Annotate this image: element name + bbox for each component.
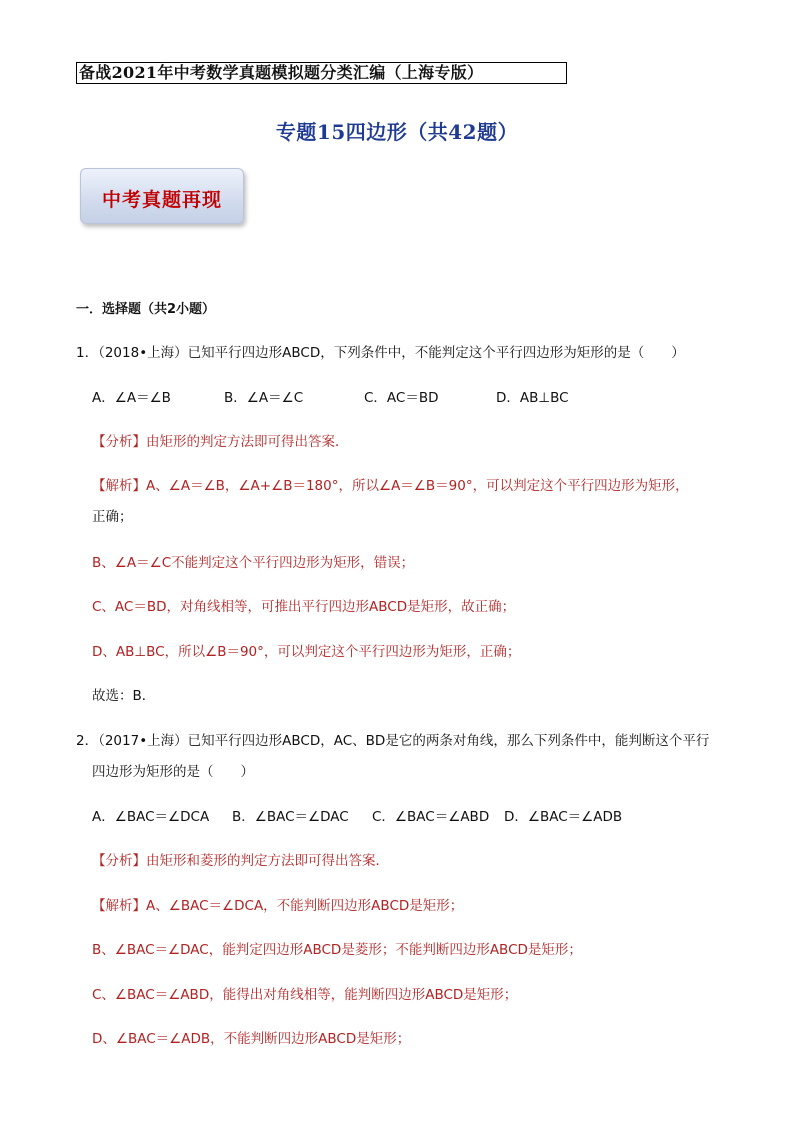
q2-analysis: 【分析】由矩形和菱形的判定方法即可得出答案． (92, 853, 389, 869)
page-title: 专题15四边形（共42题） (275, 120, 519, 144)
q1-stem: 1．（2018•上海）已知平行四边形ABCD，下列条件中，不能判定这个平行四边形为矩形的是（ ） (76, 345, 685, 361)
section-heading: 一．选择题（共2小题） (76, 302, 216, 317)
q1-option-d: D．AB⊥BC (496, 390, 569, 406)
q1-analysis: 【分析】由矩形的判定方法即可得出答案． (92, 434, 349, 450)
q2-option-d: D．∠BAC＝∠ADB (504, 809, 623, 825)
q2-option-c: C．∠BAC＝∠ABD (372, 809, 490, 825)
q1-solution-d: D、AB⊥BC，所以∠B＝90°，可以判定这个平行四边形为矩形，正确； (92, 644, 521, 660)
q2-solution-d: D、∠BAC＝∠ADB，不能判断四边形ABCD是矩形； (92, 1031, 411, 1047)
q1-answer: 故选：B． (92, 688, 156, 704)
q2-solution-c: C、∠BAC＝∠ABD，能得出对角线相等，能判断四边形ABCD是矩形； (92, 987, 518, 1003)
q1-option-a: A．∠A＝∠B (92, 390, 171, 406)
q2-option-b: B．∠BAC＝∠DAC (232, 809, 349, 825)
q2-stem-line1: 2．（2017•上海）已知平行四边形ABCD，AC、BD是它的两条对角线，那么下列条件中，能判断这个平行 (76, 733, 710, 749)
section-badge (80, 168, 244, 224)
q1-solution-a-cont: 正确； (92, 509, 133, 525)
q1-solution-c: C、AC＝BD，对角线相等，可推出平行四边形ABCD是矩形，故正确； (92, 599, 516, 615)
q2-stem-line2: 四边形为矩形的是（ ） (92, 764, 254, 780)
q2-solution-a: 【解析】A、∠BAC＝∠DCA，不能判断四边形ABCD是矩形； (92, 898, 464, 914)
q1-option-b: B．∠A＝∠C (224, 390, 304, 406)
badge-label: 中考真题再现 (101, 189, 222, 211)
series-title-box: 备战2021年中考数学真题模拟题分类汇编（上海专版） (76, 62, 567, 84)
q1-solution-a: 【解析】A、∠A＝∠B，∠A+∠B＝180°，所以∠A＝∠B＝90°，可以判定这个平行四边形为矩形， (92, 478, 689, 494)
q2-solution-b: B、∠BAC＝∠DAC，能判定四边形ABCD是菱形；不能判断四边形ABCD是矩形； (92, 942, 582, 958)
q1-solution-b: B、∠A＝∠C不能判定这个平行四边形为矩形，错误； (92, 555, 415, 571)
q1-option-c: C．AC＝BD (364, 390, 439, 406)
q2-option-a: A．∠BAC＝∠DCA (92, 809, 210, 825)
q2-options (92, 805, 622, 825)
q1-options (92, 386, 569, 406)
